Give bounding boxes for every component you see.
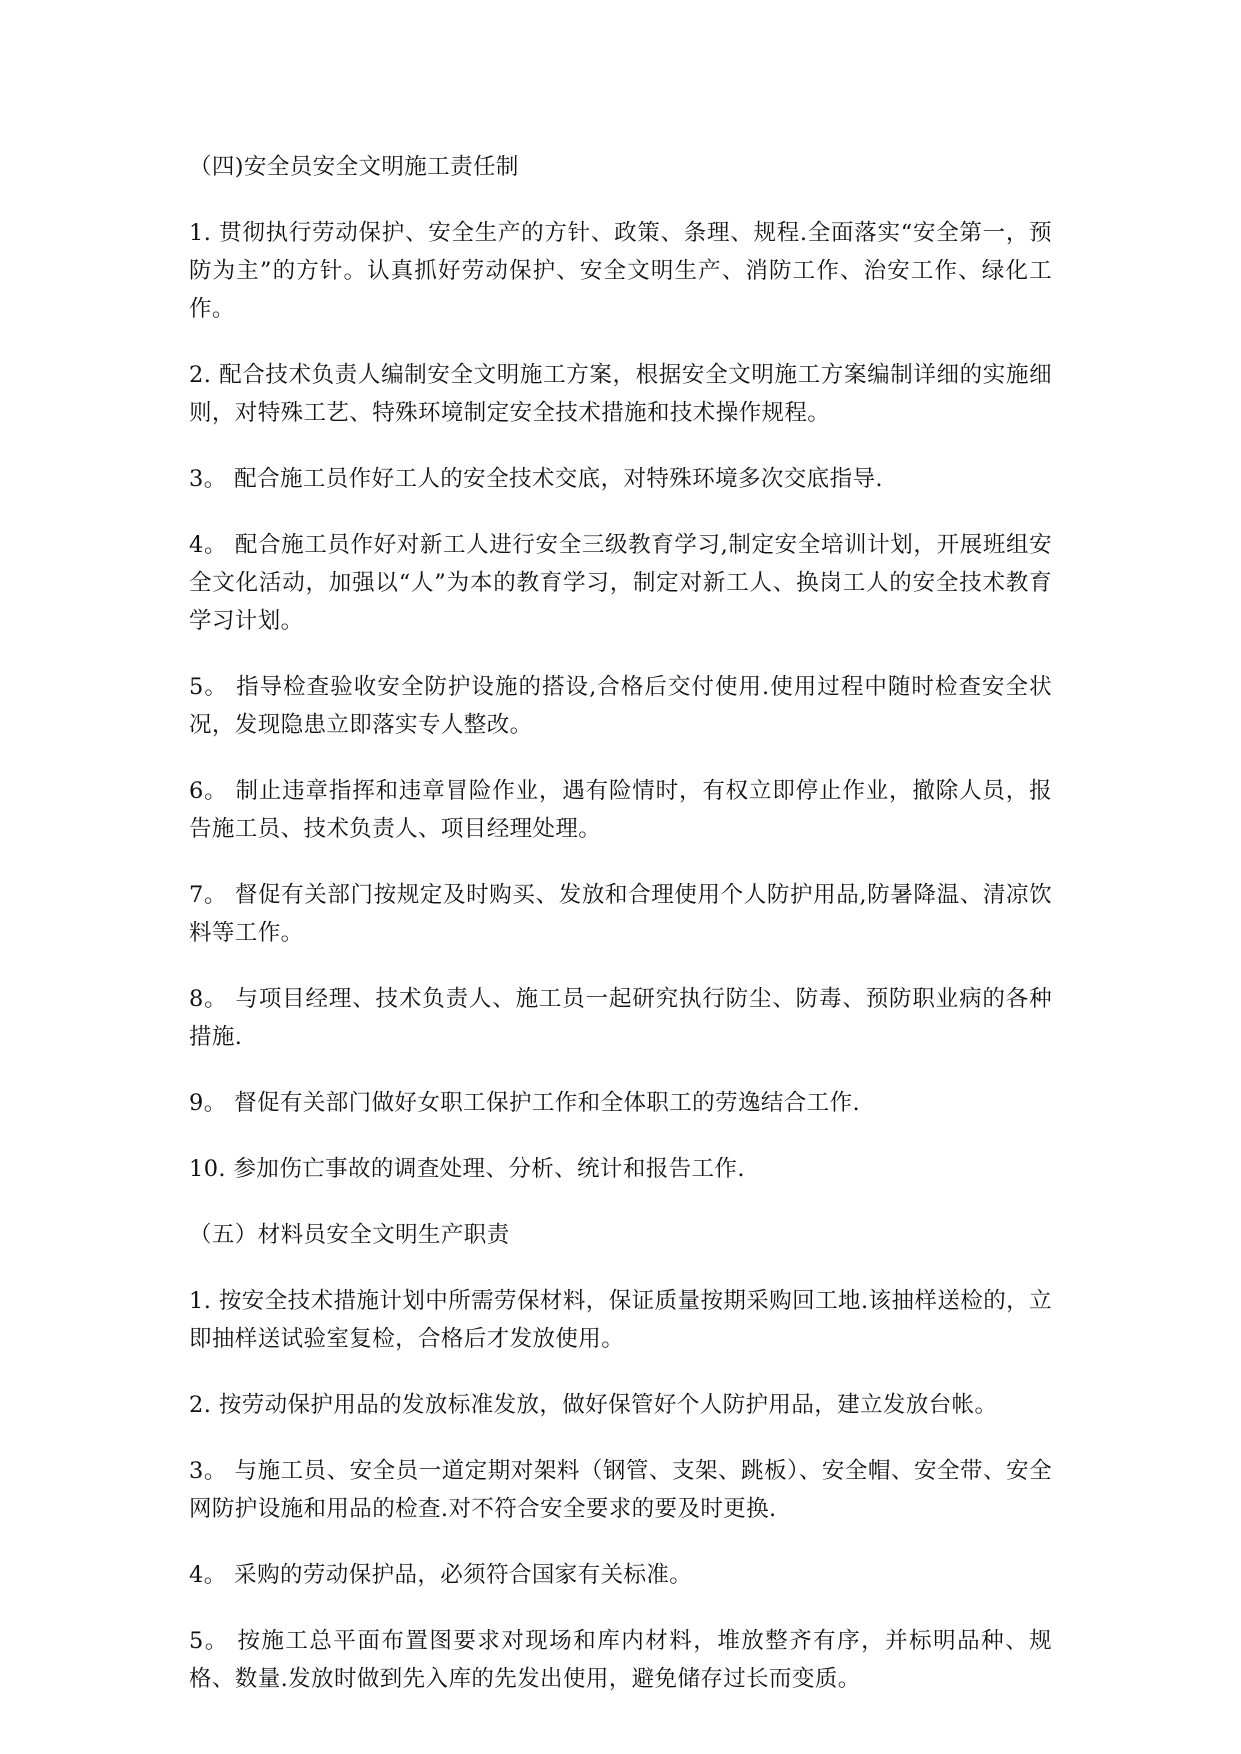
section-5-item-5: 5。 按施工总平面布置图要求对现场和库内材料，堆放整齐有序，并标明品种、规格、数量.发放时做到先入库的先发出使用，避免储存过长而变质。 — [189, 1628, 1052, 1692]
section-4-item-2: 2. 配合技术负责人编制安全文明施工方案，根据安全文明施工方案编制详细的实施细则，对特殊工艺、特殊环境制定安全技术措施和技术操作规程。 — [189, 362, 1052, 426]
section-4-item-7: 7。 督促有关部门按规定及时购买、发放和合理使用个人防护用品,防暑降温、清凉饮料等工作。 — [189, 882, 1052, 946]
section-4-item-5: 5。 指导检查验收安全防护设施的搭设,合格后交付使用.使用过程中随时检查安全状况，发现隐患立即落实专人整改。 — [189, 674, 1052, 738]
section-4-heading: （四)安全员安全文明施工责任制 — [189, 154, 519, 180]
section-4-item-1: 1. 贯彻执行劳动保护、安全生产的方针、政策、条理、规程.全面落实“安全第一，预防为主”的方针。认真抓好劳动保护、安全文明生产、消防工作、治安工作、绿化工作。 — [189, 220, 1052, 322]
section-4-item-8: 8。 与项目经理、技术负责人、施工员一起研究执行防尘、防毒、预防职业病的各种措施. — [189, 986, 1052, 1050]
section-4-item-4: 4。 配合施工员作好对新工人进行安全三级教育学习,制定安全培训计划，开展班组安全文化活动，加强以“人”为本的教育学习，制定对新工人、换岗工人的安全技术教育学习计划。 — [189, 532, 1052, 634]
section-4-item-6: 6。 制止违章指挥和违章冒险作业，遇有险情时，有权立即停止作业，撤除人员，报告施工员、技术负责人、项目经理处理。 — [189, 778, 1052, 842]
section-5-heading: （五）材料员安全文明生产职责 — [189, 1222, 510, 1248]
section-5-item-1: 1. 按安全技术措施计划中所需劳保材料，保证质量按期采购回工地.该抽样送检的，立即抽样送试验室复检，合格后才发放使用。 — [189, 1288, 1052, 1352]
section-4-item-10: 10. 参加伤亡事故的调查处理、分析、统计和报告工作. — [189, 1156, 745, 1182]
section-5-item-3: 3。 与施工员、安全员一道定期对架料（钢管、支架、跳板）、安全帽、安全带、安全网防护设施和用品的检查.对不符合安全要求的要及时更换. — [189, 1458, 1052, 1522]
section-5-item-2: 2. 按劳动保护用品的发放标准发放，做好保管好个人防护用品，建立发放台帐。 — [189, 1392, 998, 1418]
section-4-item-9: 9。 督促有关部门做好女职工保护工作和全体职工的劳逸结合工作. — [189, 1090, 861, 1116]
section-5-item-4: 4。 采购的劳动保护品，必须符合国家有关标准。 — [189, 1562, 693, 1588]
section-4-item-3: 3。 配合施工员作好工人的安全技术交底，对特殊环境多次交底指导. — [189, 466, 883, 492]
